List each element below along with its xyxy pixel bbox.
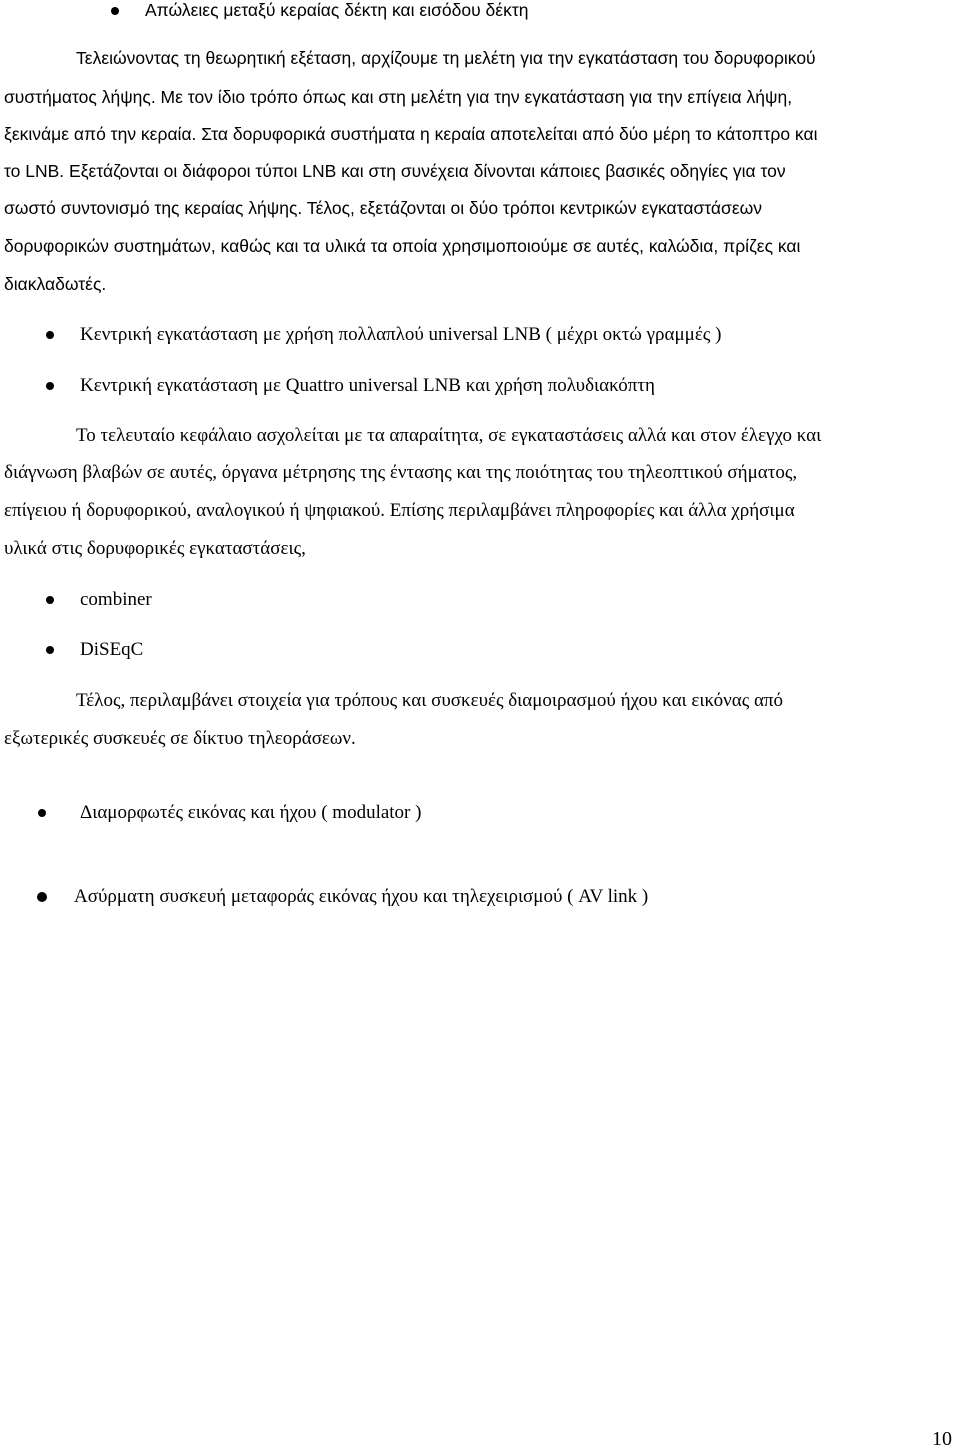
paragraph-line: συστήματος λήψης. Με τον ίδιο τρόπο όπως και στη μελέτη για την εγκατάσταση για την επίγεια λήψη, bbox=[4, 87, 793, 107]
paragraph-line: Το τελευταίο κεφάλαιο ασχολείται με τα απαραίτητα, σε εγκαταστάσεις αλλά και στον έλεγχο και bbox=[76, 425, 822, 446]
paragraph-line: επίγειου ή δορυφορικού, αναλογικού ή ψηφιακού. Επίσης περιλαμβάνει πληροφορίες και άλλα χρήσιμα bbox=[4, 500, 795, 521]
paragraph-line: διάγνωση βλαβών σε αυτές, όργανα μέτρησης της έντασης και της ποιότητας του τηλεοπτικού σήματος, bbox=[4, 462, 798, 483]
page-number: 10 bbox=[932, 1428, 952, 1450]
paragraph-line: Τέλος, περιλαμβάνει στοιχεία για τρόπους και συσκευές διαμοιρασμού ήχου και εικόνας από bbox=[76, 690, 784, 711]
paragraph-line: το LNB. Εξετάζονται οι διάφοροι τύποι LNB και στη συνέχεια δίνονται κάποιες βασικές οδηγίες για τον bbox=[4, 161, 786, 181]
bullet-text-modulator: Διαμορφωτές εικόνας και ήχου ( modulator ) bbox=[80, 802, 422, 823]
bullet-icon bbox=[46, 646, 54, 654]
bullet-text-losses: Απώλειες μεταξύ κεραίας δέκτη και εισόδου δέκτη bbox=[145, 0, 529, 20]
bullet-text-quattro-lnb: Κεντρική εγκατάσταση με Quattro universal LNB και χρήση πολυδιακόπτη bbox=[80, 375, 655, 396]
paragraph-line: ξεκινάμε από την κεραία. Στα δορυφορικά συστήματα η κεραία αποτελείται από δύο μέρη το κάτοπτρο και bbox=[4, 124, 818, 144]
paragraph-line: υλικά στις δορυφορικές εγκαταστάσεις, bbox=[4, 538, 306, 559]
paragraph-line: Τελειώνοντας τη θεωρητική εξέταση, αρχίζουμε τη μελέτη για την εγκατάσταση του δορυφορικού bbox=[76, 48, 816, 68]
paragraph-line: εξωτερικές συσκευές σε δίκτυο τηλεοράσεων. bbox=[4, 728, 356, 749]
bullet-icon bbox=[37, 892, 47, 902]
bullet-text-combiner: combiner bbox=[80, 589, 152, 610]
bullet-text-av-link: Ασύρματη συσκευή μεταφοράς εικόνας ήχου και τηλεχειρισμού ( AV link ) bbox=[74, 886, 649, 907]
bullet-icon bbox=[46, 596, 54, 604]
bullet-icon bbox=[111, 7, 119, 15]
paragraph-line: σωστό συντονισμό της κεραίας λήψης. Τέλος, εξετάζονται οι δύο τρόποι κεντρικών εγκαταστάσεων bbox=[4, 198, 763, 218]
bullet-icon bbox=[38, 809, 46, 817]
paragraph-line: διακλαδωτές. bbox=[4, 274, 107, 294]
bullet-icon bbox=[46, 382, 54, 390]
bullet-icon bbox=[46, 331, 54, 339]
paragraph-line: δορυφορικών συστημάτων, καθώς και τα υλικά τα οποία χρησιμοποιούμε σε αυτές, καλώδια, πρίζες και bbox=[4, 236, 801, 256]
bullet-text-multi-lnb: Κεντρική εγκατάσταση με χρήση πολλαπλού universal LNB ( μέχρι οκτώ γραμμές ) bbox=[80, 324, 722, 345]
bullet-text-diseqc: DiSEqC bbox=[80, 639, 144, 660]
